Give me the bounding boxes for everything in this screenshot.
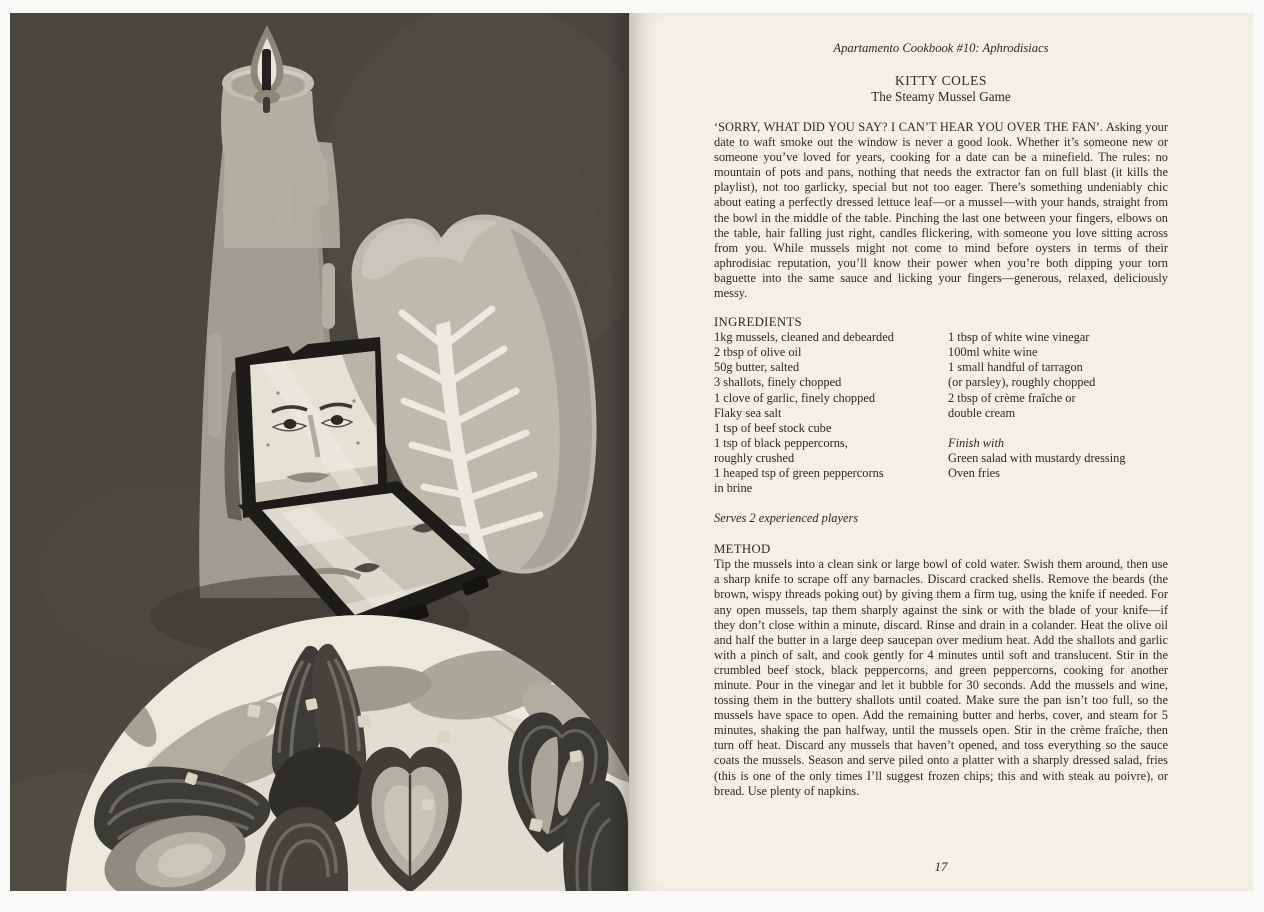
ingredients-heading: INGREDIENTS: [714, 315, 802, 330]
mussels-candle-illustration: [10, 13, 629, 891]
ingredient-line: 1 tsp of black peppercorns,: [714, 435, 848, 450]
wax-drip: [322, 263, 335, 329]
wax-drip: [208, 333, 222, 437]
ingredient-line: Flaky sea salt: [714, 405, 782, 420]
wick-shadow: [263, 97, 270, 113]
recipe-title: The Steamy Mussel Game: [871, 89, 1011, 104]
ingredient-line: 3 shallots, finely chopped: [714, 375, 842, 390]
ingredient-line: 1 heaped tsp of green peppercorns: [714, 465, 884, 480]
ingredient-line: 1 tbsp of white wine vinegar: [948, 330, 1090, 345]
ingredient-line: 50g butter, salted: [714, 360, 800, 375]
ingredient-line: roughly crushed: [714, 450, 795, 465]
series-title: Apartamento Cookbook #10: Aphrodisiacs: [833, 41, 1049, 55]
ingredient-line: 1 clove of garlic, finely chopped: [714, 390, 876, 405]
ingredients-columns: [714, 330, 1168, 496]
intro-paragraph: ‘SORRY, WHAT DID YOU SAY? I CAN’T HEAR YOU OVER THE FAN’. Asking your date to waft smoke out the window is never a good look. Whether it’s someone new or someone you’ve loved for years, cooking for a date can be a minefield. The rules: no mountain of pots and pans, nothing that needs the extractor fan on full blast (it kills the playlist), not too garlicky, special but not too eager. There’s something undeniably chic about eating a perfectly dressed lettuce leaf—or a mussel—with your hands, straight from the bowl in the middle of the table. Pinching the last one between your fingers, elbows on the table, hair falling just right, candles flickering, with someone you love sitting across from you. While mussels might not come to mind before oysters in terms of their aphrodisiac reputation, you’ll know their power when you’re both dipping your torn baguette into the same sauce and licking your fingers—generous, relaxed, deliciously messy.: [714, 120, 1168, 301]
finish-with-item: Green salad with mustardy dressing: [948, 450, 1126, 465]
ingredient-line: 1 tsp of beef stock cube: [714, 420, 832, 435]
method-heading: METHOD: [714, 542, 771, 557]
right-pupil: [331, 415, 343, 425]
page-number: 17: [934, 860, 948, 874]
ingredients-right-column: [948, 330, 1168, 496]
illustration-page: [10, 13, 629, 891]
left-pupil: [284, 419, 297, 429]
ingredient-line: 2 tbsp of crème fraîche or: [948, 390, 1076, 405]
ingredient-line: 1kg mussels, cleaned and debearded: [714, 330, 894, 345]
ingredient-line: 2 tbsp of olive oil: [714, 345, 802, 360]
candle-melted-cap-low: [223, 133, 340, 248]
recipe-page: [629, 13, 1253, 891]
ingredient-line: 100ml white wine: [948, 345, 1038, 360]
method-paragraph: Tip the mussels into a clean sink or large bowl of cold water. Swish them around, then use a sharp knife to scrape off any barnacles. Discard cracked shells. Remove the beards (the brown, wispy threads poking out) by giving them a firm tug, using the knife if needed. For any open mussels, tap them sharply against the sink or with the blade of your knife—if they don’t close within a minute, discard. Rinse and drain in a colander. Heat the olive oil and half the butter in a large deep saucepan over medium heat. Add the shallots and garlic with a pinch of salt, and cook gently for 4 minutes until soft and translucent. Stir in the crumbled beef stock, black peppercorns, and green peppercorns, cooking for another minute. Pour in the vinegar and let it bubble for 30 seconds. Add the mussels and wine, tossing them in the buttery shallots until coated. Make sure the pan isn’t too full, so the mussels have space to open. Add the remaining butter and herbs, cover, and steam for 5 minutes, shaking the pan halfway, until the mussels open. Stir in the crème fraîche, then turn off heat. Discard any mussels that haven’t opened, and toss everything so the sauce coats the mussels. Season and serve piled onto a platter with a sharply dressed salad, fries (this is one of the only times I’ll suggest frozen chips; this and with steak au poivre), or bread. Use plenty of napkins.: [714, 557, 1168, 798]
ingredient-line: in brine: [714, 481, 753, 496]
wick: [262, 49, 271, 93]
finish-with-item: Oven fries: [948, 465, 1000, 480]
gutter-shadow: [607, 13, 629, 891]
serves-note: Serves 2 experienced players: [714, 511, 859, 526]
ingredient-line: 1 small handful of tarragon: [948, 360, 1083, 375]
ingredients-left-column: [714, 330, 948, 496]
ingredient-line: (or parsley), roughly chopped: [948, 375, 1096, 390]
ingredient-line: double cream: [948, 405, 1016, 420]
author-name: KITTY COLES: [894, 73, 988, 88]
finish-with-label: Finish with: [948, 435, 1005, 450]
spacer: [948, 421, 1168, 436]
